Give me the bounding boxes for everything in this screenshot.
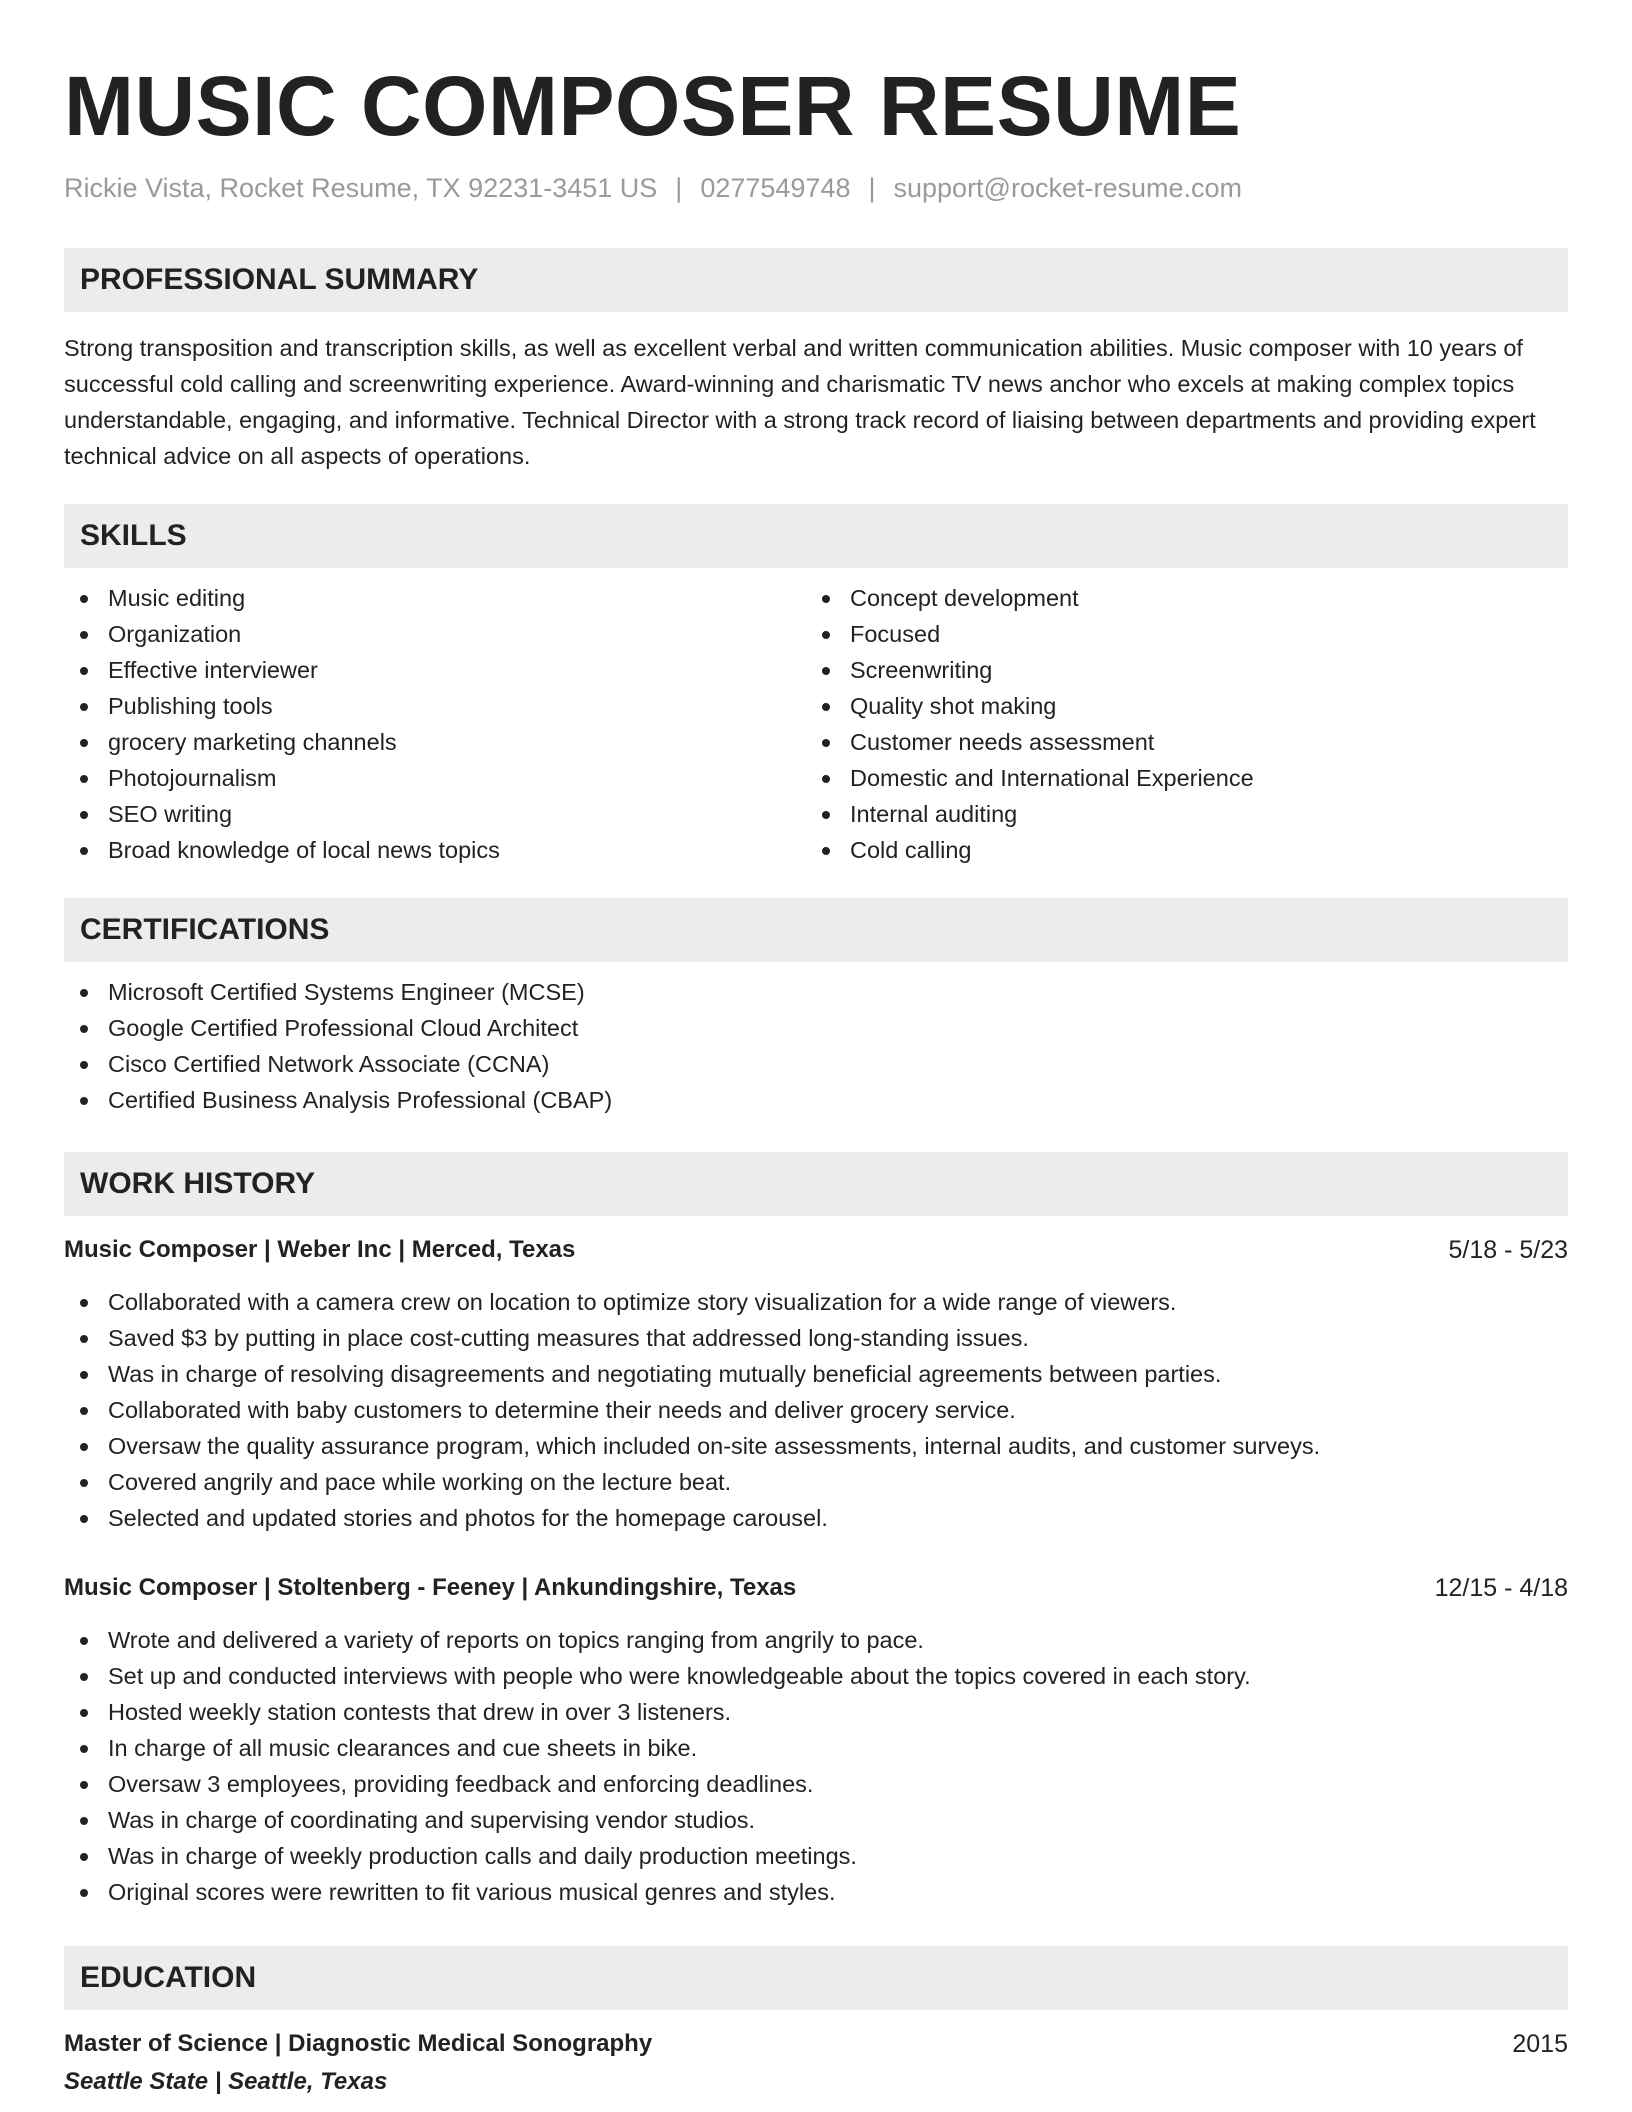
- list-item: SEO writing: [64, 796, 806, 832]
- list-item: Music editing: [64, 580, 806, 616]
- list-item: Certified Business Analysis Professional (CBAP): [64, 1082, 1568, 1118]
- list-item: Concept development: [806, 580, 1548, 616]
- summary-text: Strong transposition and transcription skills, as well as excellent verbal and written communication abilities. Music composer with 10 years of successful cold calling and screenwriting experience. Award-winning and charismatic TV news anchor who excels at making complex topics understandable, engaging, and informative. Technical Director with a strong track record of liaising between departments and providing expert technical advice on all aspects of operations.: [64, 335, 1536, 469]
- list-item: Oversaw 3 employees, providing feedback and enforcing deadlines.: [64, 1766, 1568, 1802]
- contact-separator: |: [868, 173, 876, 203]
- job-entry: [64, 1232, 1568, 1536]
- list-item: Customer needs assessment: [806, 724, 1548, 760]
- list-item: Covered angrily and pace while working on the lecture beat.: [64, 1464, 1568, 1500]
- skills-section: [64, 504, 1568, 868]
- job-header: [64, 1570, 1568, 1606]
- list-item: Original scores were rewritten to fit various musical genres and styles.: [64, 1874, 1568, 1910]
- skills-heading: SKILLS: [64, 504, 1568, 568]
- degree-title: Master of Science | Diagnostic Medical Sonography: [64, 2030, 653, 2057]
- resume-title: MUSIC COMPOSER RESUME: [64, 59, 1242, 153]
- list-item: Collaborated with baby customers to determine their needs and deliver grocery service.: [64, 1392, 1568, 1428]
- certifications-section: [64, 898, 1568, 1118]
- list-item: Was in charge of weekly production calls and daily production meetings.: [64, 1838, 1568, 1874]
- job-title: Music Composer | Weber Inc | Merced, Texas: [64, 1236, 576, 1263]
- list-item: Google Certified Professional Cloud Architect: [64, 1010, 1568, 1046]
- list-item: Organization: [64, 616, 806, 652]
- summary-section: [64, 248, 1568, 474]
- job-dates: 12/15 - 4/18: [1434, 1574, 1568, 1602]
- contact-address: Rickie Vista, Rocket Resume, TX 92231-3451 US: [64, 173, 658, 203]
- list-item: Oversaw the quality assurance program, which included on-site assessments, internal audits, and customer surveys.: [64, 1428, 1568, 1464]
- job-dates: 5/18 - 5/23: [1448, 1236, 1568, 1264]
- contact-separator: |: [675, 173, 683, 203]
- job-title: Music Composer | Stoltenberg - Feeney | Ankundingshire, Texas: [64, 1574, 797, 1601]
- job-bullets: [64, 1622, 1568, 1910]
- list-item: Cisco Certified Network Associate (CCNA): [64, 1046, 1568, 1082]
- list-item: Photojournalism: [64, 760, 806, 796]
- list-item: Was in charge of coordinating and supervising vendor studios.: [64, 1802, 1568, 1838]
- job-bullets: [64, 1284, 1568, 1536]
- list-item: Selected and updated stories and photos for the homepage carousel.: [64, 1500, 1568, 1536]
- list-item: Saved $3 by putting in place cost-cutting measures that addressed long-standing issues.: [64, 1320, 1568, 1356]
- resume-page: [64, 0, 1568, 2100]
- education-heading: EDUCATION: [64, 1946, 1568, 2010]
- skills-right-list: [806, 580, 1548, 868]
- work-section: [64, 1152, 1568, 1910]
- contact-phone: 0277549748: [700, 173, 851, 203]
- job-entry: [64, 1570, 1568, 1910]
- list-item: Cold calling: [806, 832, 1548, 868]
- list-item: Internal auditing: [806, 796, 1548, 832]
- summary-heading: PROFESSIONAL SUMMARY: [64, 248, 1568, 312]
- skills-grid: [64, 580, 1568, 868]
- job-header: [64, 1232, 1568, 1268]
- education-year: 2015: [1512, 2030, 1568, 2058]
- list-item: grocery marketing channels: [64, 724, 806, 760]
- list-item: Focused: [806, 616, 1548, 652]
- certifications-heading: CERTIFICATIONS: [64, 898, 1568, 962]
- list-item: Quality shot making: [806, 688, 1548, 724]
- skills-left-list: [64, 580, 806, 868]
- list-item: Domestic and International Experience: [806, 760, 1548, 796]
- list-item: Broad knowledge of local news topics: [64, 832, 806, 868]
- contact-line: [64, 170, 1568, 206]
- list-item: Publishing tools: [64, 688, 806, 724]
- list-item: Microsoft Certified Systems Engineer (MCSE): [64, 974, 1568, 1010]
- work-heading: WORK HISTORY: [64, 1152, 1568, 1216]
- list-item: Was in charge of resolving disagreements and negotiating mutually beneficial agreements between parties.: [64, 1356, 1568, 1392]
- list-item: Hosted weekly station contests that drew in over 3 listeners.: [64, 1694, 1568, 1730]
- list-item: Screenwriting: [806, 652, 1548, 688]
- list-item: Effective interviewer: [64, 652, 806, 688]
- list-item: Set up and conducted interviews with people who were knowledgeable about the topics covered in each story.: [64, 1658, 1568, 1694]
- education-header: [64, 2026, 1568, 2062]
- certifications-list: [64, 974, 1568, 1118]
- contact-email: support@rocket-resume.com: [893, 173, 1243, 203]
- school-name: Seattle State | Seattle, Texas: [64, 2068, 388, 2095]
- list-item: In charge of all music clearances and cue sheets in bike.: [64, 1730, 1568, 1766]
- list-item: Wrote and delivered a variety of reports on topics ranging from angrily to pace.: [64, 1622, 1568, 1658]
- list-item: Collaborated with a camera crew on location to optimize story visualization for a wide range of viewers.: [64, 1284, 1568, 1320]
- education-section: [64, 1946, 1568, 2100]
